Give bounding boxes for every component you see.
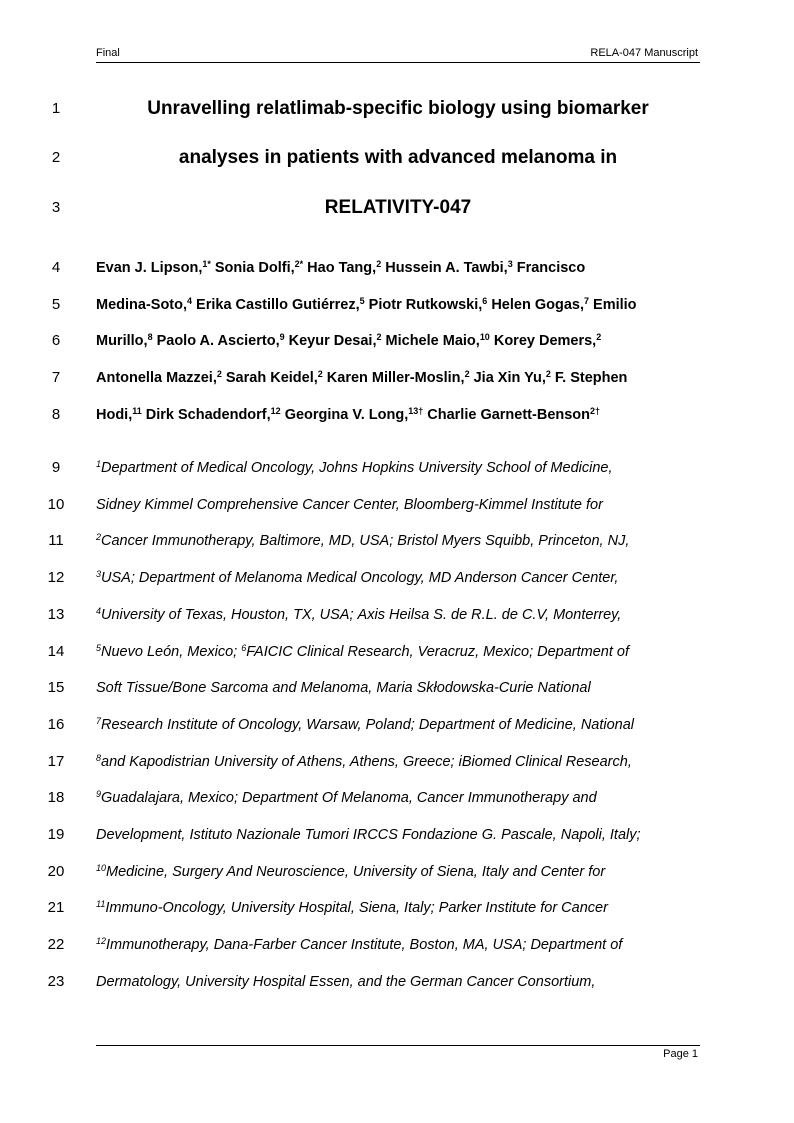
title-line (0, 196, 794, 220)
affiliation-text (96, 896, 700, 920)
affiliation-segment: Department of Medicine, National (418, 716, 635, 733)
author-line (0, 366, 794, 390)
superscript-marker: 5 (96, 642, 101, 653)
author-segment: Evan J. Lipson, (96, 260, 203, 276)
affiliation-segment: FAICIC Clinical Research, Veracruz, Mexico; (246, 643, 538, 660)
title-text: Unravelling relatlimab-specific biology using biomarker (147, 98, 649, 119)
superscript-marker: 2 (376, 259, 382, 270)
author-segment: Medina-Soto, (96, 297, 188, 313)
superscript-marker: 8 (96, 752, 101, 763)
line-number: 12 (47, 569, 65, 587)
line-number: 4 (51, 259, 61, 276)
superscript-marker: 3 (96, 569, 101, 580)
author-segment: Francisco (512, 260, 586, 276)
affiliation-line (0, 786, 794, 810)
superscript-marker: 2 (596, 332, 602, 343)
superscript-marker: 7 (584, 296, 589, 307)
affiliation-segment: Department of Melanoma Medical Oncology, MD Anderson Cancer Center, (138, 570, 619, 587)
superscript-marker: 7 (96, 715, 101, 726)
author-segment: Paolo A. Ascierto, (152, 333, 280, 349)
superscript-marker: 12 (96, 936, 106, 947)
line-number: 15 (47, 679, 65, 697)
superscript-marker: 2 (464, 369, 470, 380)
affiliation-text (96, 603, 700, 627)
affiliation-line (0, 750, 794, 774)
affiliation-text (96, 713, 700, 737)
superscript-marker: 10 (479, 332, 490, 343)
author-segment: Jia Xin Yu, (469, 370, 546, 386)
superscript-marker: 6 (241, 642, 247, 653)
superscript-marker: 4 (96, 605, 101, 616)
title-line (0, 97, 794, 121)
line-number: 1 (51, 100, 61, 117)
superscript-marker: 1 (96, 459, 101, 470)
affiliation-segment: Soft Tissue/Bone Sarcoma and Melanoma, Maria Skłodowska-Curie National (96, 680, 591, 697)
author-segment: Hodi, (96, 407, 133, 423)
author-segment: Murillo, (96, 333, 148, 349)
superscript-marker: 10 (96, 862, 106, 873)
line-number: 5 (51, 296, 61, 313)
author-segment: Korey Demers, (489, 333, 597, 349)
affiliation-text (96, 493, 700, 517)
superscript-marker: 9 (96, 789, 101, 800)
affiliation-segment: USA; (101, 570, 139, 587)
line-number: 6 (51, 332, 61, 349)
affiliation-segment: Department Of Melanoma, Cancer Immunotherapy and (242, 790, 597, 807)
affiliation-text (96, 750, 700, 774)
affiliation-text (96, 566, 700, 590)
affiliation-segment: Department of (530, 937, 623, 954)
superscript-marker: 11 (96, 899, 106, 910)
affiliation-text (96, 456, 700, 480)
author-segment: F. Stephen (550, 370, 628, 386)
author-text (96, 329, 700, 353)
header-rule (96, 62, 700, 63)
affiliation-text (96, 676, 700, 700)
affiliation-segment: Development, Istituto Nazionale Tumori IRCCS Fondazione G. Pascale, Napoli, Italy; (96, 827, 641, 843)
line-number: 11 (48, 532, 64, 550)
affiliation-line (0, 603, 794, 627)
author-line (0, 403, 794, 427)
author-text (96, 403, 700, 427)
line-number: 23 (47, 972, 65, 990)
superscript-marker: 5 (359, 296, 365, 307)
author-text (96, 293, 700, 317)
author-segment: Erika Castillo Gutiérrez, (192, 297, 360, 313)
author-segment: Emilio (589, 297, 637, 313)
superscript-marker: 2* (294, 259, 304, 270)
author-segment: Sonia Dolfi, (210, 260, 295, 276)
superscript-marker: 3 (507, 259, 513, 270)
author-segment: Charlie Garnett-Benson (423, 407, 591, 423)
superscript-marker: 2 (216, 369, 222, 380)
superscript-marker: 9 (279, 332, 285, 343)
affiliation-segment: University of Texas, Houston, TX, USA; (101, 606, 358, 623)
superscript-marker: 13† (408, 406, 424, 417)
affiliation-line (0, 860, 794, 884)
affiliation-segment: Sidney Kimmel Comprehensive Cancer Center, Bloomberg-Kimmel Institute for (96, 496, 603, 513)
affiliation-line (0, 676, 794, 700)
title-line (0, 146, 794, 170)
affiliation-segment: Research Institute of Oncology, Warsaw, Poland; (101, 716, 419, 733)
affiliation-segment: Department of Medical Oncology, Johns Hopkins University School of Medicine, (101, 460, 613, 476)
author-segment: Hao Tang, (303, 260, 377, 276)
author-line (0, 293, 794, 317)
affiliation-line (0, 456, 794, 480)
line-number: 16 (47, 715, 65, 733)
affiliation-line (0, 529, 794, 553)
affiliation-segment: Medicine, Surgery And Neuroscience, University of Siena, Italy and Center for (106, 863, 606, 880)
line-number: 22 (47, 936, 65, 954)
author-segment: Georgina V. Long, (280, 407, 409, 423)
affiliation-line (0, 493, 794, 517)
affiliation-text (96, 640, 700, 664)
footer-rule (96, 1045, 700, 1046)
superscript-marker: 2 (545, 369, 551, 380)
author-line (0, 256, 794, 280)
title-text: RELATIVITY-047 (324, 197, 472, 218)
line-number: 2 (51, 149, 61, 166)
page-number: Page 1 (663, 1048, 698, 1060)
affiliation-segment: Guadalajara, Mexico; (101, 790, 243, 807)
line-number: 10 (47, 495, 65, 513)
affiliation-text (96, 529, 700, 553)
running-header-left: Final (96, 47, 120, 59)
affiliation-segment: Cancer Immunotherapy, Baltimore, MD, USA; (101, 533, 398, 550)
superscript-marker: 11 (132, 406, 142, 417)
affiliation-segment: iBiomed Clinical Research, (458, 753, 632, 770)
affiliation-text (96, 823, 700, 847)
author-segment: Karen Miller-Moslin, (322, 370, 465, 386)
line-number: 18 (47, 789, 65, 807)
superscript-marker: 12 (270, 406, 281, 417)
superscript-marker: 1* (202, 259, 211, 270)
author-segment: Keyur Desai, (284, 333, 377, 349)
affiliation-segment: Nuevo León, Mexico; (101, 643, 242, 660)
affiliation-line (0, 933, 794, 957)
affiliation-line (0, 640, 794, 664)
affiliation-segment: Axis Heilsa S. de R.L. de C.V, Monterrey, (357, 606, 622, 623)
affiliation-text (96, 970, 700, 994)
author-segment: Sarah Keidel, (221, 370, 318, 386)
affiliation-line (0, 713, 794, 737)
title-text: analyses in patients with advanced melanoma in (178, 147, 618, 168)
line-number: 14 (47, 642, 65, 660)
line-number: 21 (47, 899, 65, 917)
affiliation-text (96, 933, 700, 957)
affiliation-segment: Dermatology, University Hospital Essen, and the German Cancer Consortium, (96, 973, 596, 990)
author-text (96, 366, 700, 390)
superscript-marker: 4 (187, 296, 193, 307)
affiliation-segment: Immunotherapy, Dana-Farber Cancer Institute, Boston, MA, USA; (106, 937, 531, 954)
line-number: 19 (47, 826, 65, 843)
author-segment: Michele Maio, (381, 333, 480, 349)
line-number: 20 (47, 862, 65, 880)
affiliation-line (0, 566, 794, 590)
author-segment: Helen Gogas, (487, 297, 584, 313)
line-number: 9 (51, 459, 61, 476)
affiliation-text (96, 860, 700, 884)
superscript-marker: 8 (147, 332, 153, 343)
line-number: 7 (51, 369, 61, 386)
author-segment: Piotr Rutkowski, (364, 297, 483, 313)
line-number: 8 (51, 406, 61, 423)
line-number: 13 (47, 605, 65, 623)
author-segment: Hussein A. Tawbi, (381, 260, 508, 276)
affiliation-segment: Immuno-Oncology, University Hospital, Siena, Italy; (105, 900, 439, 917)
author-line (0, 329, 794, 353)
running-header-right: RELA-047 Manuscript (590, 47, 698, 59)
affiliation-text (96, 786, 700, 810)
superscript-marker: 2 (96, 532, 101, 543)
author-segment: Dirk Schadendorf, (141, 407, 271, 423)
line-number: 3 (51, 199, 61, 216)
affiliation-line (0, 823, 794, 847)
line-number: 17 (47, 752, 65, 770)
superscript-marker: 2† (590, 406, 601, 417)
superscript-marker: 6 (482, 296, 488, 307)
affiliation-line (0, 970, 794, 994)
author-text (96, 256, 700, 280)
author-segment: Antonella Mazzei, (96, 370, 217, 386)
superscript-marker: 2 (317, 369, 323, 380)
affiliation-segment: and Kapodistrian University of Athens, Athens, Greece; (101, 753, 459, 770)
affiliation-segment: Parker Institute for Cancer (438, 900, 608, 917)
affiliation-line (0, 896, 794, 920)
affiliation-segment: Bristol Myers Squibb, Princeton, NJ, (397, 533, 630, 550)
superscript-marker: 2 (376, 332, 382, 343)
affiliation-segment: Department of (537, 643, 630, 660)
